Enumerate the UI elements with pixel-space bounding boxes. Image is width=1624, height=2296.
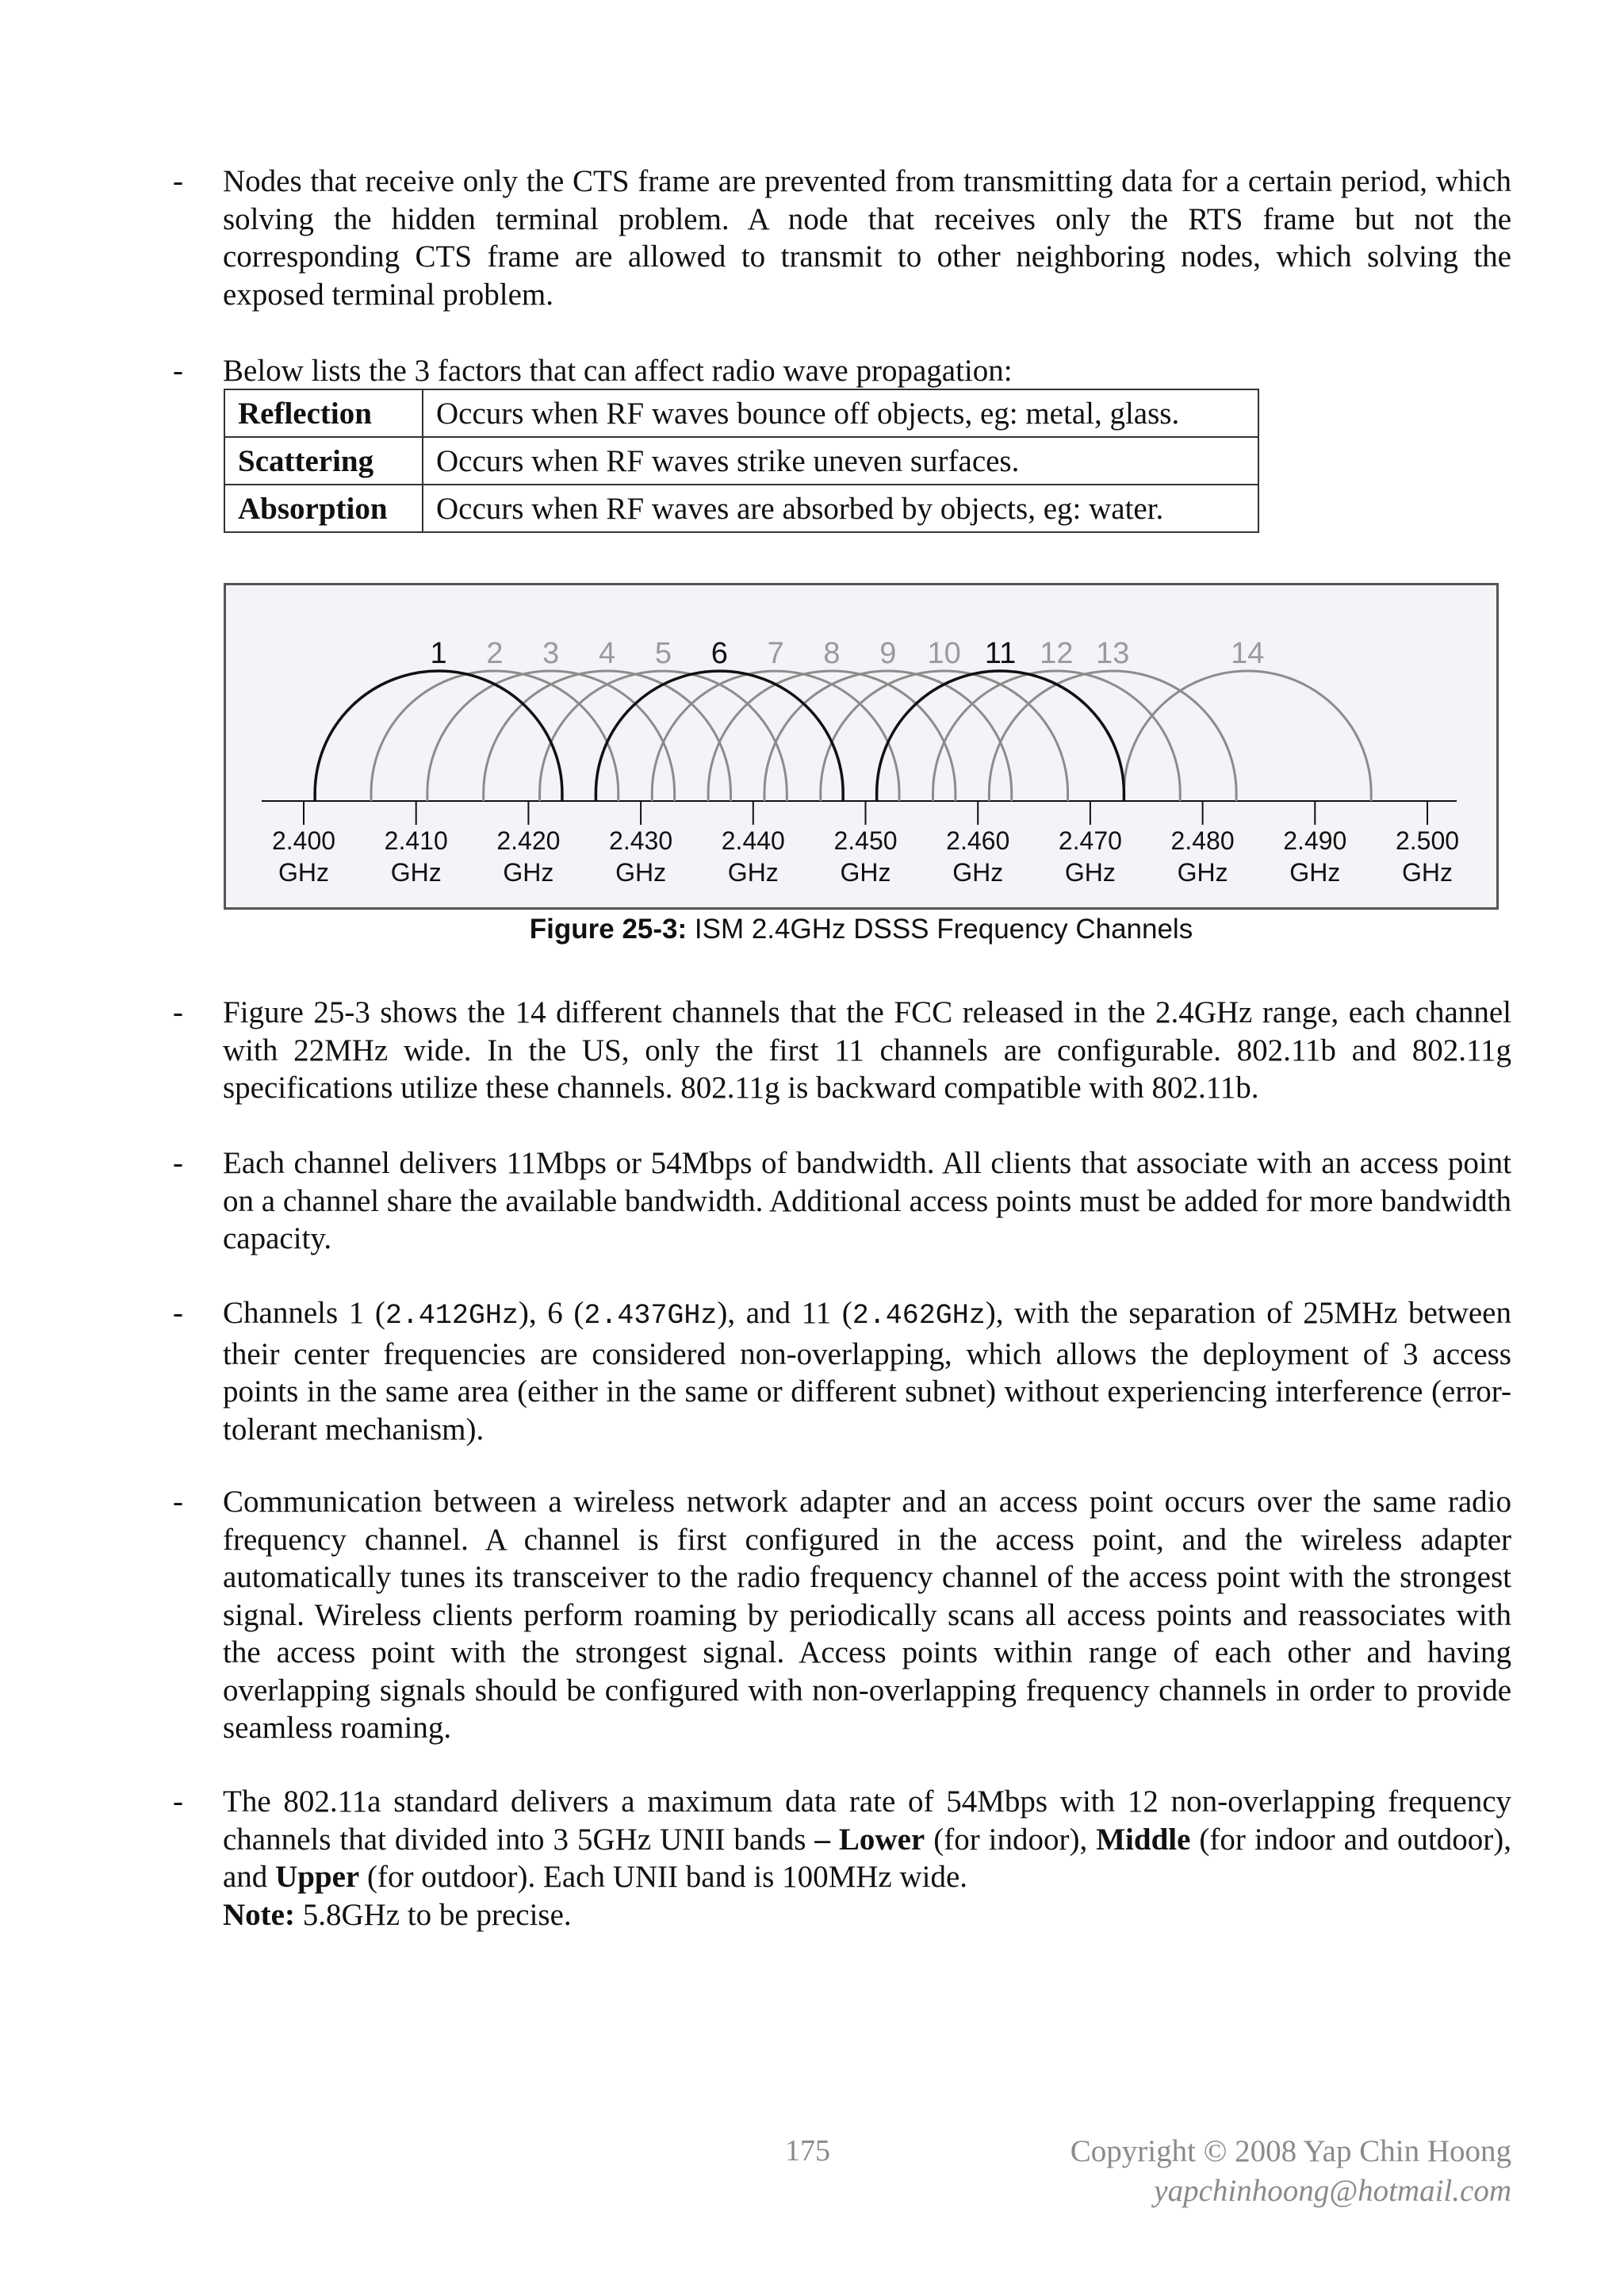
bullet-text: Communication between a wireless network adapter and an access point occurs over the same radio frequency channel. A channel is first configured in the access point, and the wireless adapter automatically tunes its transceiver to the radio frequency channel of the access point with the strongest signal. Wireless clients perform roaming by periodically scans all access points and reassociates with the access point with the strongest signal. Access points within range of each other and having overlapping signals should be configured with non-overlapping frequency channels in order to provide seamless roaming. xyxy=(223,1485,1511,1745)
author-email: yapchinhoong@hotmail.com xyxy=(1154,2174,1511,2208)
tick-unit-label: GHz xyxy=(615,858,667,887)
bullet-text: Nodes that receive only the CTS frame are prevented from transmitting data for a certain period, which solving the hidden terminal problem. A node that receives only the RTS frame but not the corresponding CTS frame are allowed to transmit to other neighboring nodes, which solving the exposed terminal problem. xyxy=(223,164,1511,312)
tick-label-2.500: 2.500 xyxy=(1395,826,1460,855)
em-dash: – xyxy=(814,1822,830,1857)
channel-2-arc xyxy=(371,671,619,801)
channel-9-arc xyxy=(764,671,1012,801)
tick-label-2.480: 2.480 xyxy=(1170,826,1235,855)
channel-6-arc xyxy=(596,671,843,801)
channel-3-arc xyxy=(427,671,675,801)
bullet-cts-rts xyxy=(173,163,1511,321)
tick-label-2.430: 2.430 xyxy=(609,826,673,855)
bullet-dash: - xyxy=(173,1146,183,1180)
factor-description: Occurs when RF waves bounce off objects, eg: metal, glass. xyxy=(423,389,1258,437)
channel-7-arc xyxy=(652,671,899,801)
channel-10-label: 10 xyxy=(927,637,961,670)
factor-row xyxy=(224,485,1258,532)
bullet-factors-intro xyxy=(173,352,1511,390)
text-run: ), and 11 ( xyxy=(717,1296,852,1330)
channel-13-label: 13 xyxy=(1096,637,1130,670)
tick-label-2.410: 2.410 xyxy=(384,826,448,855)
channel-14-arc xyxy=(1124,671,1371,801)
tick-label-2.470: 2.470 xyxy=(1058,826,1122,855)
copyright-notice: Copyright © 2008 Yap Chin Hoong xyxy=(1070,2134,1511,2168)
frequency-channels-chart xyxy=(226,585,1496,907)
note-label: Note: xyxy=(223,1897,295,1932)
channel-12-label: 12 xyxy=(1040,637,1074,670)
channel-10-arc xyxy=(821,671,1068,801)
page-number: 175 xyxy=(785,2134,830,2168)
text-run: ), with the separation of 25MHz between their center frequencies are considered non-overlapping, which allows the deployment of 3 access points in the same area (either in the same or different subnet) without experiencing interference (error-tolerant mechanism). xyxy=(223,1296,1511,1447)
factor-row xyxy=(224,389,1258,437)
channel-4-arc xyxy=(484,671,731,801)
channel-9-label: 9 xyxy=(879,637,897,670)
channel-13-arc xyxy=(989,671,1236,801)
tick-label-2.400: 2.400 xyxy=(271,826,336,855)
tick-unit-label: GHz xyxy=(390,858,442,887)
tick-unit-label: GHz xyxy=(727,858,779,887)
factor-row xyxy=(224,437,1258,485)
bullet-text: Each channel delivers 11Mbps or 54Mbps of bandwidth. All clients that associate with an access point on a channel share the available bandwidth. Additional access points must be added for more bandwidth capacity. xyxy=(223,1146,1511,1255)
text-run: The 802.11a standard delivers a maximum data rate of 54Mbps with 12 non-overlapping frequency channels that divided into 3 5GHz UNII bands xyxy=(223,1784,1511,1857)
note-text: 5.8GHz to be precise. xyxy=(294,1897,572,1932)
paragraph-80211a xyxy=(223,1783,1511,1896)
tick-unit-label: GHz xyxy=(278,858,329,887)
bullet-text xyxy=(223,1294,1511,1448)
band-upper: Upper xyxy=(275,1860,360,1894)
channel-11-arc xyxy=(877,671,1124,801)
tick-label-2.490: 2.490 xyxy=(1283,826,1347,855)
bullet-roaming xyxy=(173,1483,1511,1753)
channel-1-label: 1 xyxy=(430,637,447,670)
channel-2-label: 2 xyxy=(486,637,504,670)
text-run: ), 6 ( xyxy=(518,1296,584,1330)
channel-7-label: 7 xyxy=(767,637,784,670)
factor-term: Absorption xyxy=(224,485,423,532)
channel-12-arc xyxy=(933,671,1181,801)
freq-channel-1: 2.412GHz xyxy=(385,1300,519,1332)
bullet-dash: - xyxy=(173,1784,183,1819)
factor-term: Reflection xyxy=(224,389,423,437)
channel-5-label: 5 xyxy=(654,637,672,670)
factor-description: Occurs when RF waves are absorbed by objects, eg: water. xyxy=(423,485,1258,532)
bullet-80211a xyxy=(173,1783,1511,1941)
band-lower: Lower xyxy=(838,1822,925,1857)
figure-caption-text: ISM 2.4GHz DSSS Frequency Channels xyxy=(687,914,1193,945)
tick-label-2.440: 2.440 xyxy=(721,826,785,855)
bullet-fcc-channels xyxy=(173,994,1511,1113)
bullet-dash: - xyxy=(173,995,183,1029)
text-run: Channels 1 ( xyxy=(223,1296,385,1330)
propagation-factors-table xyxy=(224,389,1259,533)
bullet-text xyxy=(223,1783,1511,1934)
tick-unit-label: GHz xyxy=(1064,858,1116,887)
bullet-bandwidth xyxy=(173,1144,1511,1263)
bullet-non-overlapping xyxy=(173,1294,1511,1453)
tick-unit-label: GHz xyxy=(1289,858,1341,887)
band-middle: Middle xyxy=(1096,1822,1191,1857)
bullet-text: Below lists the 3 factors that can affect radio wave propagation: xyxy=(223,354,1013,388)
text-run: (for indoor), xyxy=(925,1822,1097,1857)
channel-6-label: 6 xyxy=(710,637,728,670)
tick-unit-label: GHz xyxy=(503,858,554,887)
channel-5-arc xyxy=(540,671,787,801)
figure-caption-label: Figure 25-3: xyxy=(529,914,688,945)
bullet-dash: - xyxy=(173,354,183,388)
tick-label-2.450: 2.450 xyxy=(833,826,898,855)
note-paragraph xyxy=(223,1896,1511,1934)
frequency-channels-figure xyxy=(224,583,1499,910)
channel-3-label: 3 xyxy=(542,637,560,670)
channel-1-arc xyxy=(315,671,562,801)
channel-8-arc xyxy=(708,671,956,801)
freq-channel-6: 2.437GHz xyxy=(584,1300,718,1332)
bullet-dash: - xyxy=(173,1485,183,1519)
channel-14-label: 14 xyxy=(1231,637,1265,670)
bullet-dash: - xyxy=(173,164,183,198)
channel-4-label: 4 xyxy=(599,637,616,670)
freq-channel-11: 2.462GHz xyxy=(852,1300,986,1332)
channel-11-label: 11 xyxy=(984,637,1017,670)
text-run: (for outdoor). Each UNII band is 100MHz wide. xyxy=(359,1860,968,1894)
tick-unit-label: GHz xyxy=(1402,858,1453,887)
tick-label-2.460: 2.460 xyxy=(946,826,1010,855)
bullet-dash: - xyxy=(173,1296,183,1330)
figure-caption xyxy=(224,914,1499,945)
factor-term: Scattering xyxy=(224,437,423,485)
factor-description: Occurs when RF waves strike uneven surfaces. xyxy=(423,437,1258,485)
text-run: (for indoor and outdoor), and xyxy=(223,1822,1512,1894)
bullet-text: Figure 25-3 shows the 14 different channels that the FCC released in the 2.4GHz range, each channel with 22MHz wide. In the US, only the first 11 channels are configurable. 802.11b and 802.11g specifications utilize these channels. 802.11g is backward compatible with 802.11b. xyxy=(223,995,1511,1105)
tick-unit-label: GHz xyxy=(1177,858,1228,887)
tick-unit-label: GHz xyxy=(952,858,1004,887)
channel-8-label: 8 xyxy=(823,637,841,670)
tick-unit-label: GHz xyxy=(840,858,891,887)
tick-label-2.420: 2.420 xyxy=(496,826,561,855)
